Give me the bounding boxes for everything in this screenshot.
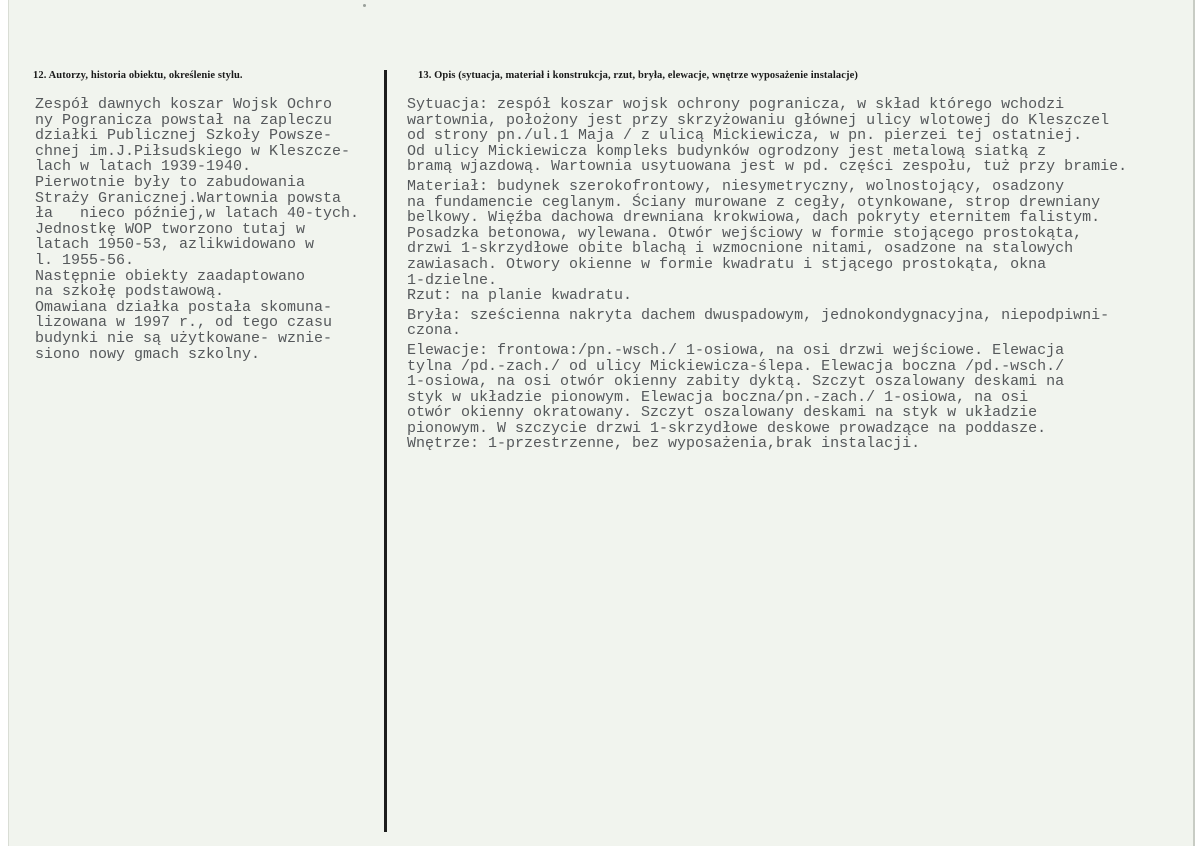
history-text: Zespół dawnych koszar Wojsk Ochro ny Pogranicza powstał na zapleczu działki Publicznej Szkoły Powsze- chnej im.J.Piłsudskiego w Kleszcze- lach w latach 1939-1940. Pierwotnie były to zabudowania Straży Granicznej.Wartownia powsta ła nieco później,w latach 40-tych. Jednostkę WOP tworzono tutaj w latach 1950-53, azlikwidowano w l. 1955-56. Następnie obiekty zaadaptowano na szkołę podstawową. Omawiana działka postała skomuna- lizowana w 1997 r., od tego czasu budynki nie są użytkowane- wznie- siono nowy gmach szkolny. <box>35 96 360 363</box>
form-paragraph: Bryła: sześcienna nakryta dachem dwuspadowym, jednokondygnacyjna, niepodpiwni- czona. <box>407 306 1110 340</box>
column-divider <box>384 70 387 832</box>
situation-paragraph: Sytuacja: zespół koszar wojsk ochrony pogranicza, w skład którego wchodzi wartownia, położony jest przy skrzyżowaniu głównej ulicy wlotowej do Kleszczel od strony pn./ul.1 Maja / z ulicą Mickiewicza, w pn. pierzei tej ostatniej. Od ulicy Mickiewicza kompleks budynków ogrodzony jest metalową siatką z bramą wjazdową. Wartownia usytuowana jest w pd. części zespołu, tuż przy bramie. <box>407 96 1128 176</box>
material-paragraph: Materiał: budynek szerokofrontowy, niesymetryczny, wolnostojący, osadzony na fundamencie ceglanym. Ściany murowane z cegły, otynkowane, strop drewniany belkowy. Więźba dachowa drewniana krokwiowa, dach pokryty eternitem falistym. Posadzka betonowa, wylewana. Otwór wejściowy w formie stojącego prostokąta, drzwi 1-skrzydłowe obite blachą i wzmocnione nitami, osadzone na stalowych zawiasach. Otwory okienne w formie kwadratu i stjącego prostokąta, okna 1-dzielne. Rzut: na planie kwadratu. <box>407 177 1101 305</box>
section-13-heading: 13. Opis (sytuacja, materiał i konstrukcja, rzut, bryła, elewacje, wnętrze wyposażenie instalacje) <box>418 70 858 81</box>
paper-speck <box>363 4 366 7</box>
section-12-heading: 12. Autorzy, historia obiektu, określenie stylu. <box>33 70 243 81</box>
inventory-card <box>8 0 1195 846</box>
elevations-paragraph: Elewacje: frontowa:/pn.-wsch./ 1-osiowa, na osi drzwi wejściowe. Elewacja tylna /pd.-zach./ od ulicy Mickiewicza-ślepa. Elewacja boczna /pd.-wsch./ 1-osiowa, na osi otwór okienny zabity dyktą. Szczyt oszalowany deskami na styk w układzie pionowym. Elewacja boczna/pn.-zach./ 1-osiowa, na osi otwór okienny okratowany. Szczyt oszalowany deskami na styk w układzie pionowym. W szczycie drzwi 1-skrzydłowe deskowe prowadzące na poddasze. Wnętrze: 1-przestrzenne, bez wyposażenia,brak instalacji. <box>407 341 1065 453</box>
description-column <box>407 97 1127 452</box>
